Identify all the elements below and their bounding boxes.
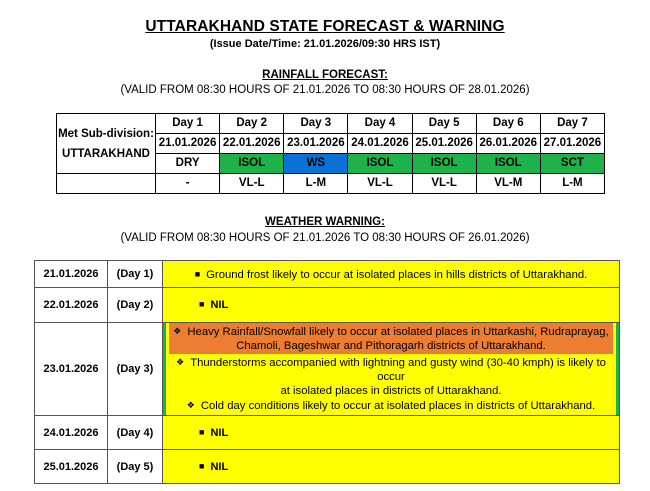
diamond-bullet-icon: ❖ (186, 400, 195, 410)
warning-date: 22.01.2026 (35, 288, 108, 323)
warning-day: (Day 1) (108, 261, 163, 288)
warning-validity: (VALID FROM 08:30 HOURS OF 21.01.2026 TO 08:30 HOURS OF 26.01.2026) (120, 232, 530, 244)
date-cell: 21.01.2026 (156, 134, 220, 154)
date-cell: 27.01.2026 (540, 134, 604, 154)
warning-row (35, 450, 620, 484)
warning-content (163, 288, 620, 323)
warning-content (163, 416, 620, 450)
category-cell: ISOL (220, 154, 284, 174)
warning-content (163, 261, 620, 288)
date-cell: 25.01.2026 (412, 134, 476, 154)
day-header: Day 3 (284, 114, 348, 134)
weather-warning-heading: WEATHER WARNING: (265, 216, 385, 228)
warning-date: 24.01.2026 (35, 416, 108, 450)
warning-text: Ground frost likely to occur at isolated places in hills districts of Uttarakhand. (206, 268, 588, 281)
weather-warning-table (34, 260, 620, 484)
day-header: Day 1 (156, 114, 220, 134)
warning-text: Heavy Rainfall/Snowfall likely to occur at isolated places in Uttarkashi, Rudraprayag, (187, 326, 609, 338)
intensity-cell: L-M (540, 174, 604, 194)
day3-warning-block (163, 323, 619, 415)
warning-day: (Day 3) (108, 323, 163, 416)
intensity-cell: VL-M (476, 174, 540, 194)
category-cell: ISOL (348, 154, 412, 174)
day-header: Day 6 (476, 114, 540, 134)
subdivision-cell (57, 114, 156, 174)
subdivision-label: Met Sub-division: (58, 127, 154, 140)
heavy-rainfall-warning (169, 323, 613, 354)
day-header: Day 4 (348, 114, 412, 134)
warning-day: (Day 4) (108, 416, 163, 450)
day-header: Day 7 (540, 114, 604, 134)
warning-text: NIL (210, 299, 229, 311)
warning-text: Cold day conditions likely to occur at isolated places in districts of Uttarakhand. (200, 400, 596, 412)
category-cell: DRY (156, 154, 220, 174)
warning-text: NIL (210, 460, 229, 473)
intensity-spacer (57, 174, 156, 194)
category-cell: SCT (540, 154, 604, 174)
category-cell: WS (284, 154, 348, 174)
intensity-cell: VL-L (348, 174, 412, 194)
subdivision-name: UTTARAKHAND (62, 147, 150, 160)
diamond-bullet-icon: ❖ (173, 326, 182, 336)
category-cell: ISOL (476, 154, 540, 174)
warning-text: Thunderstorms accompanied with lightning and gusty wind (30-40 kmph) is likely to occur (190, 357, 606, 383)
warning-text: Chamoli, Bageshwar and Pithoragarh districts of Uttarakhand. (236, 340, 546, 352)
category-cell: ISOL (412, 154, 476, 174)
warning-row (35, 323, 620, 416)
date-cell: 24.01.2026 (348, 134, 412, 154)
issue-datetime: (Issue Date/Time: 21.01.2026/09:30 HRS IST) (209, 38, 441, 50)
warning-date: 25.01.2026 (35, 450, 108, 484)
intensity-cell: VL-L (412, 174, 476, 194)
date-cell: 26.01.2026 (476, 134, 540, 154)
warning-date: 23.01.2026 (35, 323, 108, 416)
warning-text: at isolated places in districts of Uttarakhand. (280, 385, 502, 397)
warning-date: 21.01.2026 (35, 261, 108, 288)
day-header: Day 5 (412, 114, 476, 134)
rainfall-forecast-table (56, 113, 605, 194)
thunderstorm-warning (166, 354, 616, 415)
bullet-icon: ■ (199, 460, 205, 471)
warning-row (35, 416, 620, 450)
intensity-cell: L-M (284, 174, 348, 194)
warning-row (35, 288, 620, 323)
intensity-cell: VL-L (220, 174, 284, 194)
days-row (57, 114, 605, 134)
rainfall-validity: (VALID FROM 08:30 HOURS OF 21.01.2026 TO 08:30 HOURS OF 28.01.2026) (120, 84, 530, 96)
day-header: Day 2 (220, 114, 284, 134)
bullet-icon: ■ (199, 299, 205, 309)
warning-day: (Day 5) (108, 450, 163, 484)
warning-content (163, 450, 620, 484)
warning-content (163, 323, 620, 416)
intensity-row (57, 174, 605, 194)
bullet-icon: ■ (199, 426, 205, 437)
page-title: UTTARAKHAND STATE FORECAST & WARNING (145, 18, 505, 35)
date-cell: 22.01.2026 (220, 134, 284, 154)
warning-day: (Day 2) (108, 288, 163, 323)
date-cell: 23.01.2026 (284, 134, 348, 154)
bullet-icon: ■ (194, 268, 201, 279)
warning-row (35, 261, 620, 288)
intensity-cell: - (156, 174, 220, 194)
diamond-bullet-icon: ❖ (176, 357, 185, 367)
warning-text: NIL (210, 426, 229, 439)
rainfall-forecast-heading: RAINFALL FORECAST: (262, 69, 388, 81)
